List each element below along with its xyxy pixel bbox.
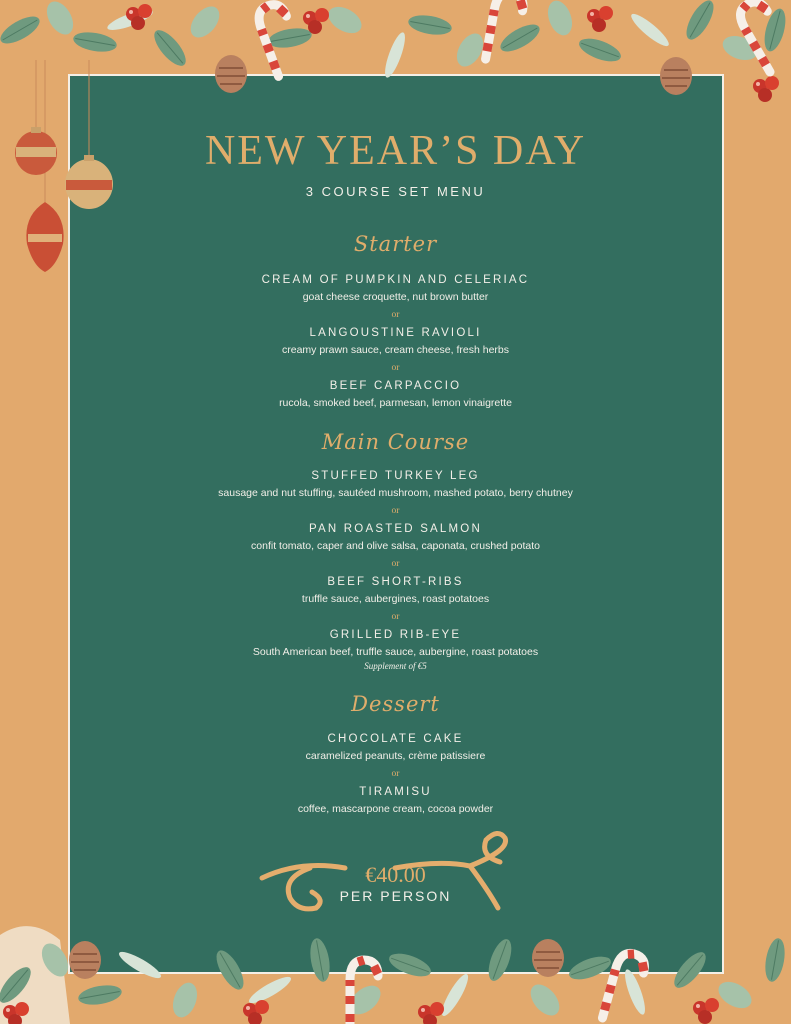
dish-name: BEEF SHORT-RIBS (327, 576, 464, 588)
holly-berries-icon (753, 76, 779, 102)
menu-subtitle: 3 COURSE SET MENU (305, 184, 486, 199)
dish-description: caramelized peanuts, crème patissiere (305, 750, 486, 762)
holly-berries-icon (693, 998, 719, 1024)
candy-cane-icon (255, 1, 305, 76)
or-separator: or (391, 612, 400, 622)
dish-name: CHOCOLATE CAKE (327, 733, 464, 745)
supplement-note: Supplement of €5 (364, 661, 427, 671)
or-separator: or (391, 559, 400, 569)
dish-name: PAN ROASTED SALMON (309, 523, 482, 535)
dish-description: goat cheese croquette, nut brown butter (302, 291, 489, 303)
price-unit: PER PERSON (339, 888, 452, 904)
holly-berries-icon (587, 6, 613, 32)
or-separator: or (391, 363, 400, 373)
menu-title: NEW YEAR’S DAY (204, 128, 587, 174)
dish-description: rucola, smoked beef, parmesan, lemon vinaigrette (279, 397, 512, 409)
candy-cane-icon (486, 0, 526, 64)
dish-name: LANGOUSTINE RAVIOLI (309, 327, 482, 339)
section-heading-dessert: Dessert (351, 692, 440, 716)
holly-berries-icon (243, 1000, 269, 1024)
or-separator: or (391, 310, 400, 320)
candy-cane-icon (735, 0, 791, 72)
price: €40.00 (365, 862, 426, 887)
dish-name: STUFFED TURKEY LEG (311, 470, 480, 482)
dish-description: South American beef, truffle sauce, aubergine, roast potatoes (252, 646, 539, 658)
holly-berries-icon (126, 4, 152, 30)
section-heading-starter: Starter (353, 232, 438, 256)
dish-name: GRILLED RIB-EYE (329, 629, 462, 641)
dish-description: sausage and nut stuffing, sautéed mushroom, mashed potato, berry chutney (218, 487, 573, 499)
section-heading-main-course: Main Course (321, 430, 470, 454)
or-separator: or (391, 769, 400, 779)
holly-berries-icon (418, 1002, 444, 1024)
dish-name: TIRAMISU (359, 786, 432, 798)
holly-berries-icon (303, 8, 329, 34)
dish-name: BEEF CARPACCIO (329, 380, 462, 392)
dish-description: creamy prawn sauce, cream cheese, fresh herbs (281, 344, 510, 356)
dish-description: coffee, mascarpone cream, cocoa powder (297, 803, 494, 815)
dish-description: truffle sauce, aubergines, roast potatoes (301, 593, 490, 605)
holly-berries-icon (3, 1002, 29, 1024)
dish-name: CREAM OF PUMPKIN AND CELERIAC (261, 274, 530, 286)
dish-description: confit tomato, caper and olive salsa, caponata, crushed potato (251, 540, 540, 552)
or-separator: or (391, 506, 400, 516)
